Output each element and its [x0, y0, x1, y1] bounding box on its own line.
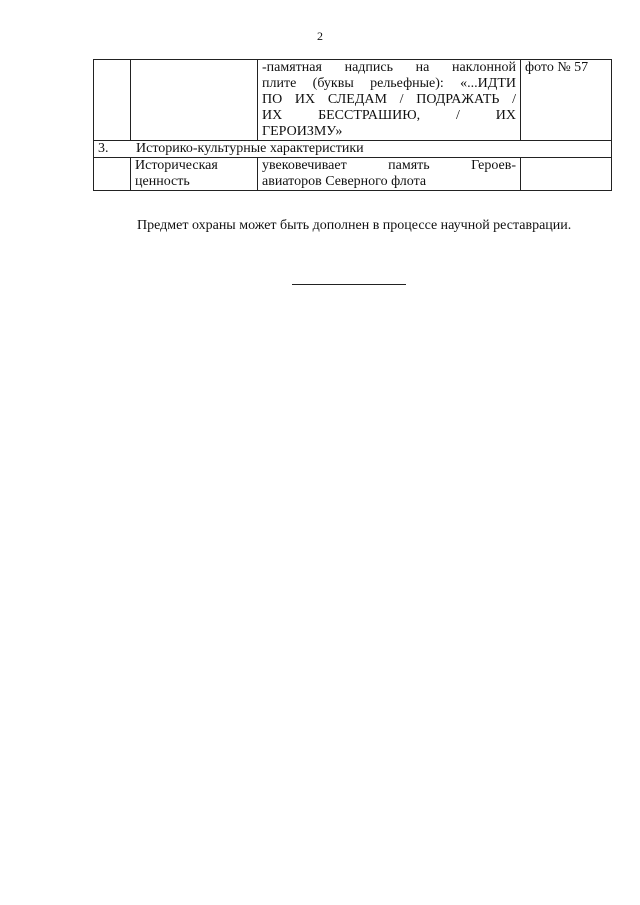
description-line: увековечивает память Героев-: [262, 158, 516, 173]
element-name-cell: [131, 158, 258, 191]
element-name-cell: [131, 60, 258, 141]
photo-reference-cell: фото № 57: [521, 60, 612, 141]
inscription-description-cell: [258, 60, 521, 141]
row-number-cell: [94, 60, 131, 141]
description-line: ИХ БЕССТРАШИЮ, / ИХ: [262, 108, 516, 123]
description-line: ГЕРОИЗМУ»: [262, 124, 343, 139]
description-line: авиаторов Северного флота: [262, 174, 427, 189]
closing-rule: [292, 284, 406, 285]
element-name-line: Историческая: [135, 158, 218, 173]
row-number-cell: [94, 158, 131, 191]
photo-reference-cell: [521, 158, 612, 191]
value-description-cell: [258, 158, 521, 191]
section-number: 3.: [98, 141, 109, 156]
page-number: 2: [317, 29, 323, 43]
element-name-line: ценность: [135, 174, 190, 189]
protection-subject-table: [93, 59, 612, 191]
description-line: -памятная надпись на наклонной: [262, 60, 516, 75]
restoration-note: Предмет охраны может быть дополнен в процессе научной реставрации.: [137, 218, 572, 233]
table-row-historical-value: [94, 158, 612, 191]
table-row-inscription: [94, 60, 612, 141]
section-header-cell: [94, 141, 612, 158]
description-line: ПО ИХ СЛЕДАМ / ПОДРАЖАТЬ /: [262, 92, 516, 107]
description-line: плите (буквы рельефные): «...ИДТИ: [262, 76, 516, 91]
section-header-row: [94, 141, 612, 158]
section-title: Историко-культурные характеристики: [136, 141, 364, 156]
